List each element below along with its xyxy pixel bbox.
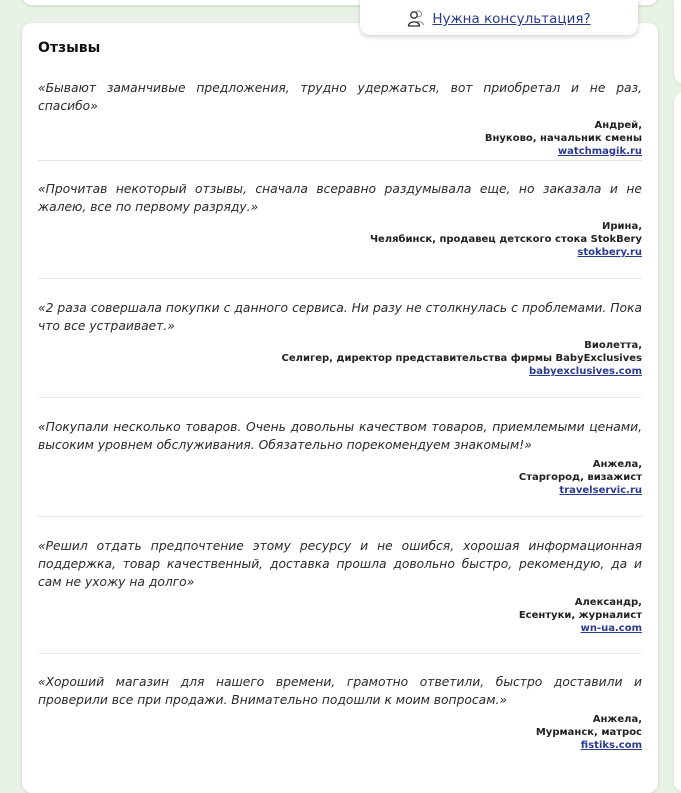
author-name: Анжела, bbox=[592, 714, 642, 725]
reviews-card bbox=[22, 23, 658, 793]
review-item bbox=[38, 161, 642, 279]
review-author bbox=[38, 596, 642, 635]
author-name: Виолетта, bbox=[584, 340, 642, 351]
review-author bbox=[38, 220, 642, 259]
review-item bbox=[38, 279, 642, 398]
review-quote: «Покупали несколько товаров. Очень довольны качеством товаров, приемлемыми ценами, высоким уровнем обслуживания. Обязательно порекомендуем знакомым!» bbox=[38, 420, 642, 452]
review-item bbox=[38, 654, 642, 752]
consultation-popup bbox=[360, 0, 638, 35]
author-name: Ирина, bbox=[602, 221, 642, 232]
section-title: Отзывы bbox=[38, 40, 101, 56]
review-author bbox=[38, 339, 642, 378]
consultation-link[interactable]: Нужна консультация? bbox=[432, 11, 591, 27]
author-position: Внуково, начальник смены bbox=[484, 133, 642, 144]
author-name: Александр, bbox=[574, 597, 642, 608]
review-quote: «2 раза совершала покупки с данного сервиса. Ни разу не столкнулась с проблемами. Пока что все устраивает.» bbox=[38, 301, 642, 333]
review-quote: «Хороший магазин для нашего времени, грамотно ответили, быстро доставили и проверили все при продажи. Внимательно подошли к моим вопросам.» bbox=[38, 675, 642, 707]
author-position: Есентуки, журналист bbox=[518, 610, 642, 621]
author-site-link[interactable]: stokbery.ru bbox=[577, 247, 642, 258]
users-icon bbox=[407, 9, 425, 27]
review-item bbox=[38, 398, 642, 517]
author-position: Селигер, директор представительства фирмы BabyExclusives bbox=[281, 353, 642, 364]
author-position: Мурманск, матрос bbox=[535, 727, 642, 738]
author-name: Андрей, bbox=[594, 120, 642, 131]
review-quote: «Решил отдать предпочтение этому ресурсу и не ошибся, хорошая информационная поддержка, товар качественный, доставка прошла довольно быстро, рекомендую, да и сам не ухожу на долго» bbox=[38, 539, 642, 589]
author-site-link[interactable]: wn-ua.com bbox=[580, 623, 642, 634]
review-author bbox=[38, 458, 642, 497]
author-site-link[interactable]: babyexclusives.com bbox=[529, 366, 642, 377]
review-quote: «Бывают заманчивые предложения, трудно удержаться, вот приобретал и не раз, спасибо» bbox=[38, 81, 642, 113]
author-site-link[interactable]: fistiks.com bbox=[580, 740, 642, 751]
review-author bbox=[38, 713, 642, 752]
review-quote: «Прочитав некоторый отзывы, сначала всеравно раздумывала еще, но заказала и не жалею, все по первому разряду.» bbox=[38, 182, 642, 214]
author-site-link[interactable]: travelservic.ru bbox=[559, 485, 642, 496]
review-author bbox=[38, 119, 642, 158]
side-card bbox=[674, 92, 681, 792]
author-site-link[interactable]: watchmagik.ru bbox=[557, 146, 642, 157]
author-position: Челябинск, продавец детского стока StokBery bbox=[369, 234, 642, 245]
review-item bbox=[38, 517, 642, 654]
review-item bbox=[38, 79, 642, 161]
author-name: Анжела, bbox=[592, 459, 642, 470]
side-card bbox=[674, 0, 681, 84]
author-position: Старгород, визажист bbox=[518, 472, 642, 483]
reviews-list bbox=[38, 79, 642, 752]
